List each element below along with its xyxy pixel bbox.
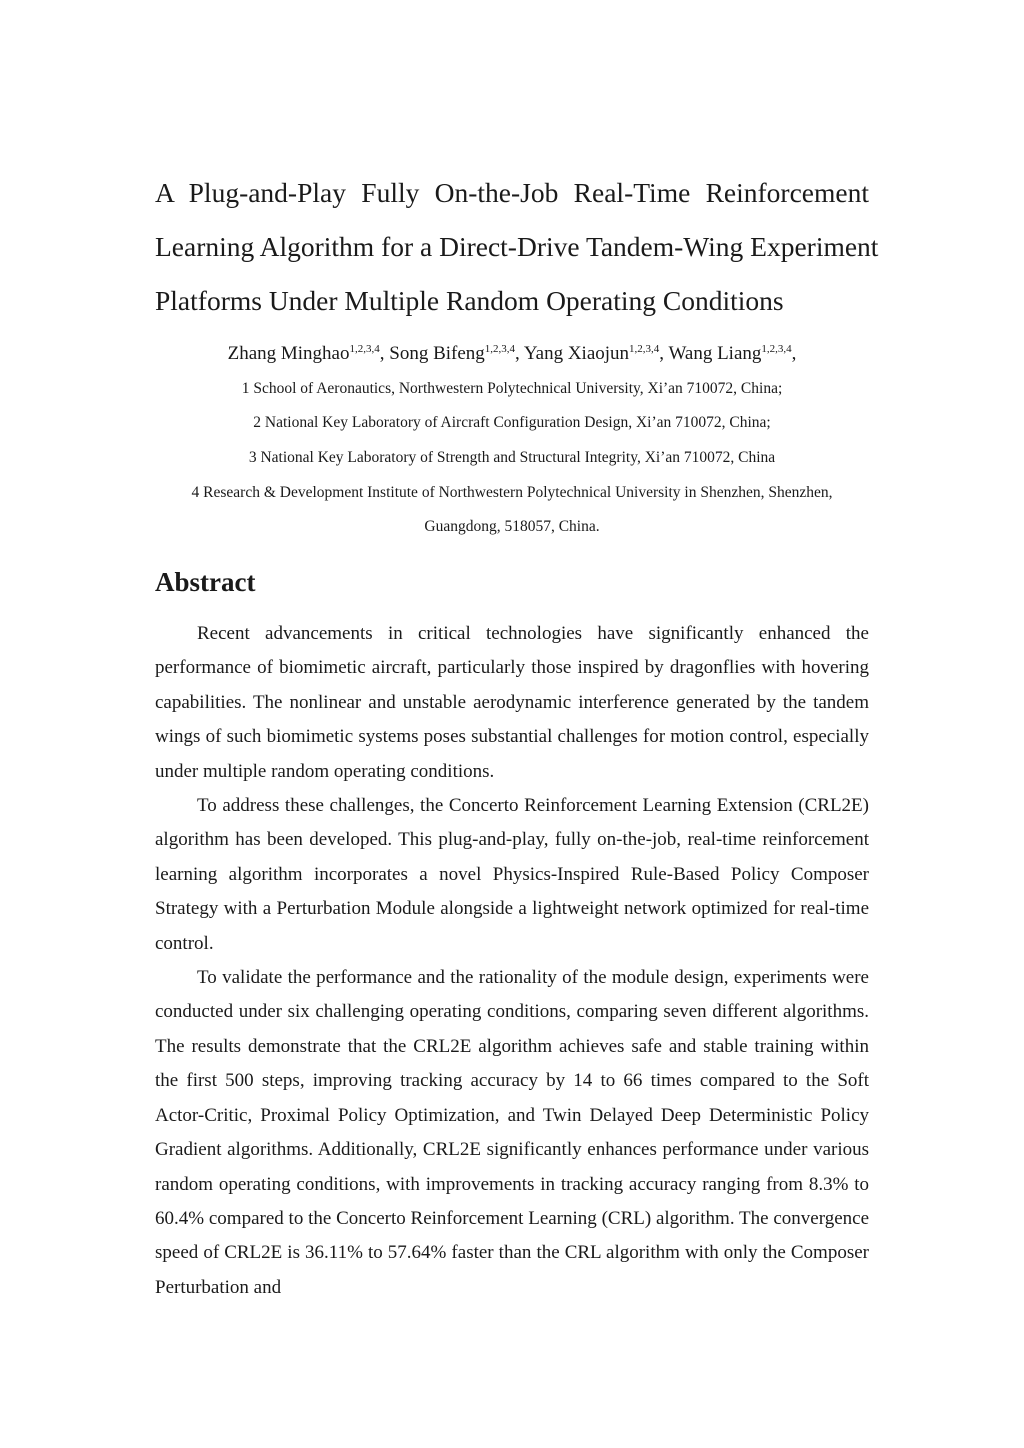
title-line-3: Platforms Under Multiple Random Operating Conditions	[155, 285, 784, 316]
author-separator: ,	[659, 343, 669, 364]
author-separator: ,	[791, 343, 797, 364]
author-name: Wang Liang	[668, 343, 762, 364]
abstract-heading: Abstract	[155, 567, 256, 597]
author-name: Song Bifeng	[389, 343, 485, 364]
author-name: Yang Xiaojun	[523, 343, 630, 364]
author-affiliation-marks: 1,2,3,4	[349, 343, 380, 355]
title-line-2: Learning Algorithm for a Direct-Drive Tandem-Wing Experiment	[155, 231, 879, 262]
abstract-body	[155, 617, 869, 1305]
author-affiliation-marks: 1,2,3,4	[484, 343, 516, 355]
affiliation-2: 2 National Key Laboratory of Aircraft Configuration Design, Xi’an 710072, China;	[253, 414, 771, 431]
abstract-paragraph-3: To validate the performance and the rationality of the module design, experiments were conducted under six challenging operating conditions, comparing seven different algorithms. The results demonstrate that the CRL2E algorithm achieves safe and stable training within the first 500 steps, improving tracking accuracy by 14 to 66 times compared to the Soft Actor-Critic, Proximal Policy Optimization, and Twin Delayed Deep Deterministic Policy Gradient algorithms. Additionally, CRL2E significantly enhances performance under various random operating conditions, with improvements in tracking accuracy ranging from 8.3% to 60.4% compared to the Concerto Reinforcement Learning (CRL) algorithm. The convergence speed of CRL2E is 36.11% to 57.64% faster than the CRL algorithm with only the Composer Perturbation and	[155, 967, 869, 1298]
affiliation-1: 1 School of Aeronautics, Northwestern Polytechnical University, Xi’an 710072, China;	[241, 380, 783, 397]
abstract-paragraph-1: Recent advancements in critical technologies have significantly enhanced the performance of biomimetic aircraft, particularly those inspired by dragonflies with hovering capabilities. The nonlinear and unstable aerodynamic interference generated by the tandem wings of such biomimetic systems poses substantial challenges for motion control, especially under multiple random operating conditions.	[155, 623, 869, 782]
affiliation-4-line-2: Guangdong, 518057, China.	[424, 518, 600, 535]
paper-title	[155, 166, 879, 328]
author-affiliation-marks: 1,2,3,4	[761, 343, 792, 355]
abstract-paragraph-2: To address these challenges, the Concerto Reinforcement Learning Extension (CRL2E) algorithm has been developed. This plug-and-play, fully on-the-job, real-time reinforcement learning algorithm incorporates a novel Physics-Inspired Rule-Based Policy Composer Strategy with a Perturbation Module alongside a lightweight network optimized for real-time control.	[155, 795, 869, 954]
affiliation-3: 3 National Key Laboratory of Strength and Structural Integrity, Xi’an 710072, China	[248, 449, 776, 466]
author-name: Zhang Minghao	[227, 343, 350, 364]
author-separator: ,	[379, 343, 390, 364]
affiliation-4-line-1: 4 Research & Development Institute of Northwestern Polytechnical University in Shenzhen, Shenzhen,	[191, 484, 833, 501]
author-affiliation-marks: 1,2,3,4	[629, 343, 660, 355]
author-separator: ,	[515, 343, 524, 364]
affiliation-4	[155, 476, 869, 544]
title-line-1: A Plug-and-Play Fully On-the-Job Real-Time Reinforcement	[155, 177, 869, 208]
author-list	[0, 337, 1024, 371]
